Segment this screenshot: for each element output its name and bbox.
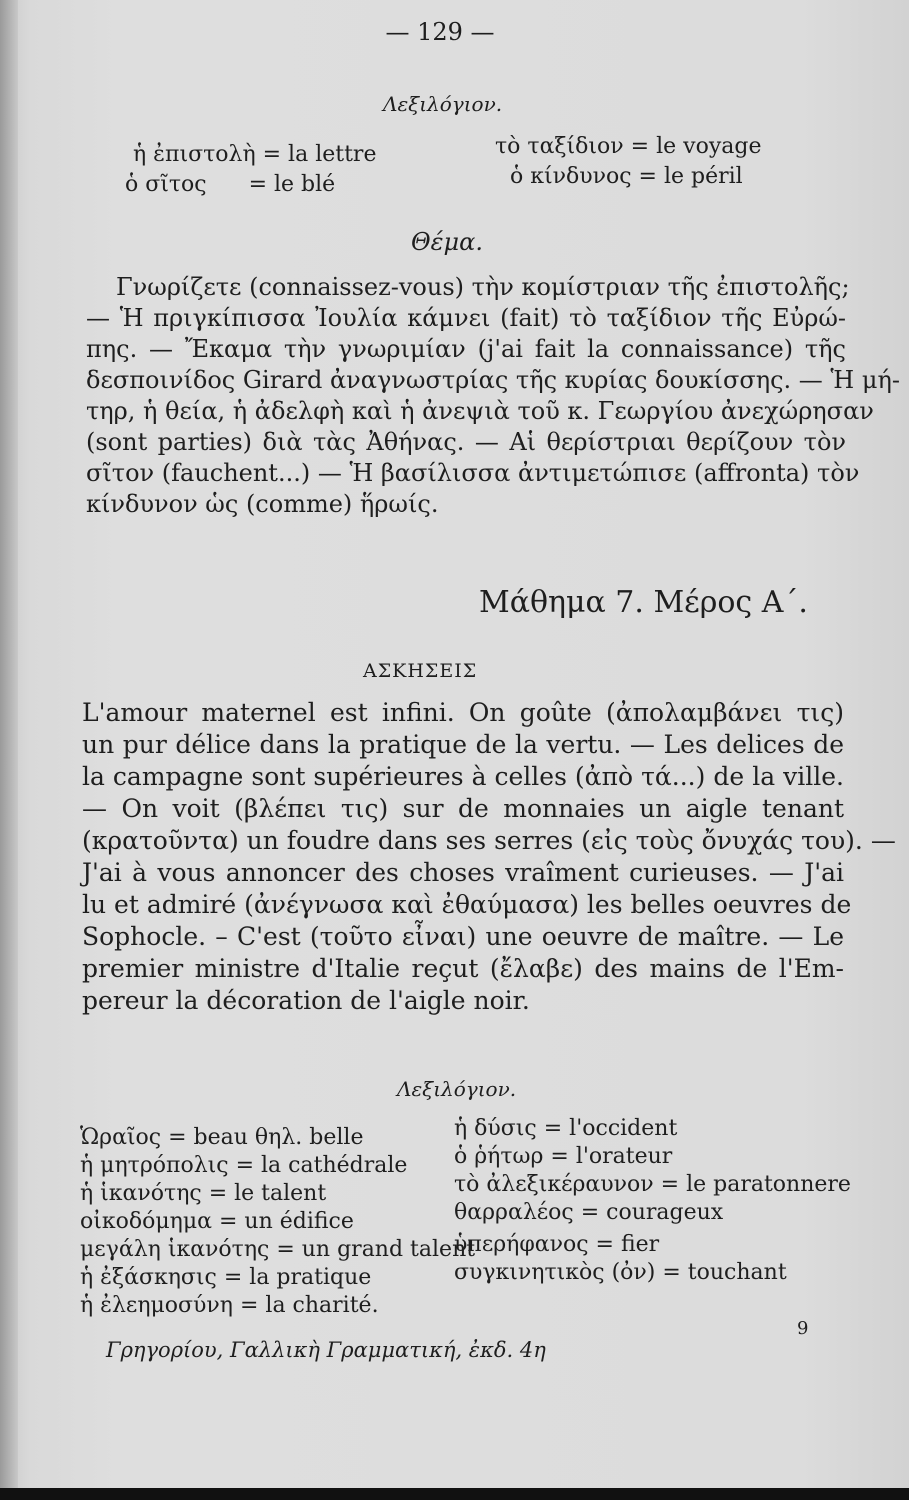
page-spine-shadow bbox=[0, 0, 18, 1500]
vocab2-left-6: ἡ ἐλεημοσύνη = la charité. bbox=[80, 1293, 379, 1318]
vocab2-left-3: οἰκοδόμημα = un édifice bbox=[80, 1209, 354, 1234]
exercises-heading: ΑΣΚΗΣΕΙΣ bbox=[363, 660, 478, 682]
thema-line: πης. — Ἔκαμα τὴν γνωριμίαν (j'ai fait la connaissance) τῆς bbox=[86, 335, 846, 363]
page-number: — 129 — bbox=[385, 18, 495, 46]
signature-number: 9 bbox=[797, 1318, 809, 1339]
vocab2-left-0: Ὡραῖος = beau θηλ. belle bbox=[80, 1125, 364, 1150]
vocab2-left-2: ἡ ἱκανότης = le talent bbox=[80, 1181, 327, 1206]
exercise-text bbox=[82, 697, 896, 1017]
footer-title: Γρηγορίου, Γαλλικὴ Γραμματική, ἐκδ. 4η bbox=[106, 1338, 546, 1362]
vocab-heading-2: Λεξιλόγιον. bbox=[397, 1077, 517, 1101]
vocab2-right-5: συγκινητικὸς (ὀν) = touchant bbox=[454, 1260, 787, 1285]
vocab1-left-1: ὁ σῖτος = le blé bbox=[125, 172, 336, 197]
exercise-line: — On voit (βλέπει τις) sur de monnaies un aigle tenant bbox=[82, 794, 844, 823]
exercise-line: (κρατοῦντα) un foudre dans ses serres (εἰς τοὺς ὄνυχάς του). — bbox=[82, 826, 896, 855]
vocab2-left-5: ἡ ἐξάσκησις = la pratique bbox=[80, 1265, 372, 1290]
thema-line: τηρ, ἡ θεία, ἡ ἀδελφὴ καὶ ἡ ἀνεψιὰ τοῦ κ. Γεωργίου ἀνεχώρησαν bbox=[86, 397, 874, 425]
vocab-heading-1: Λεξιλόγιον. bbox=[383, 92, 503, 116]
thema-line: κίνδυνον ὡς (comme) ἥρωίς. bbox=[86, 490, 439, 518]
thema-line: σῖτον (fauchent...) — Ἡ βασίλισσα ἀντιμετώπισε (affronta) τὸν bbox=[86, 459, 860, 487]
vocab2-right-2: τὸ ἀλεξικέραυνον = le paratonnere bbox=[454, 1172, 851, 1197]
vocab2-right-3: θαρραλέος = courageux bbox=[454, 1200, 724, 1225]
vocab2-left-1: ἡ μητρόπολις = la cathédrale bbox=[80, 1153, 408, 1178]
thema-heading: Θέμα. bbox=[411, 228, 483, 256]
vocab2-right-0: ἡ δύσις = l'occident bbox=[454, 1116, 678, 1141]
thema-line: — Ἡ πριγκίπισσα Ἰουλία κάμνει (fait) τὸ ταξίδιον τῆς Εὐρώ- bbox=[86, 304, 846, 332]
exercise-line: un pur délice dans la pratique de la vertu. — Les delices de bbox=[82, 730, 844, 759]
vocab1-right-1: ὁ κίνδυνος = le péril bbox=[510, 164, 743, 189]
exercise-line: lu et admiré (ἀνέγνωσα καὶ ἐθαύμασα) les belles oeuvres de bbox=[82, 890, 852, 919]
page-bottom-edge bbox=[0, 1488, 909, 1500]
thema-text bbox=[86, 272, 900, 520]
exercise-line: Sophocle. – C'est (τοῦτο εἶναι) une oeuvre de maître. — Le bbox=[82, 922, 844, 951]
exercise-line: pereur la décoration de l'aigle noir. bbox=[82, 986, 530, 1015]
vocab1-right-0: τὸ ταξίδιον = le voyage bbox=[495, 134, 762, 159]
exercise-line: L'amour maternel est infini. On goûte (ἀπολαμβάνει τις) bbox=[82, 698, 844, 727]
lesson-title: Μάθημα 7. Μέρος Α΄. bbox=[479, 585, 808, 620]
vocab2-right-4: ὑπερήφανος = fier bbox=[454, 1232, 660, 1257]
exercise-line: la campagne sont supérieures à celles (ἀπὸ τά...) de la ville. bbox=[82, 762, 844, 791]
exercise-line: premier ministre d'Italie reçut (ἔλαβε) des mains de l'Em- bbox=[82, 954, 844, 983]
thema-line: (sont parties) διὰ τὰς Ἀθήνας. — Αἱ θερίστριαι θερίζουν τὸν bbox=[86, 428, 846, 456]
vocab1-left-0: ἡ ἐπιστολὴ = la lettre bbox=[133, 142, 377, 167]
thema-line: Γνωρίζετε (connaissez-vous) τὴν κομίστριαν τῆς ἐπιστολῆς; bbox=[116, 273, 850, 301]
exercise-line: J'ai à vous annoncer des choses vraîment curieuses. — J'ai bbox=[82, 858, 844, 887]
vocab2-right-1: ὁ ῥήτωρ = l'orateur bbox=[454, 1144, 673, 1169]
thema-line: δεσποινίδος Girard ἀναγνωστρίας τῆς κυρίας δουκίσσης. — Ἡ μή- bbox=[86, 366, 900, 394]
vocab2-left-4: μεγάλη ἱκανότης = un grand talent bbox=[80, 1237, 476, 1262]
